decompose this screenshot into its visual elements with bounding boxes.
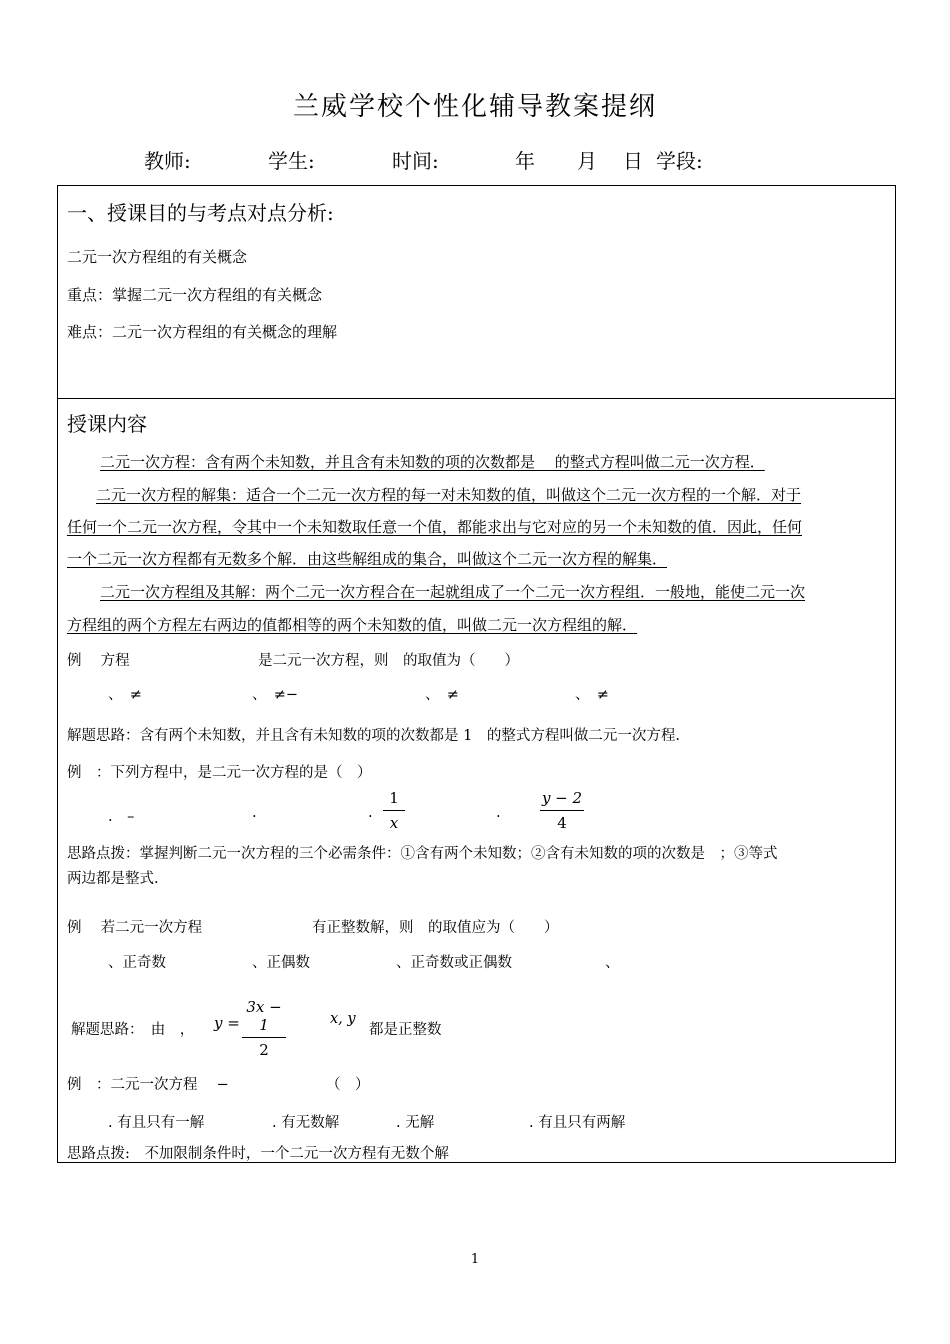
section2-title: 授课内容 [67,412,147,436]
definition-3-line2: 方程组的两个方程左右两边的值都相等的两个未知数的值，叫做二元一次方程组的解． [67,616,638,634]
header-day: 日 [623,149,643,173]
variables-xy: x, y [330,1011,356,1027]
fraction-bar [383,810,405,811]
fraction-denominator: 2 [259,1041,269,1059]
example4-option-b: . 有无数解 [272,1115,340,1131]
header-student: 学生: [268,149,315,173]
example2-question: 例 ：下列方程中，是二元一次方程的是（ ） [67,765,372,781]
example2-option-a: . – [108,809,135,825]
example3-hint-b: 都是正整数 [369,1022,442,1038]
example2-option-b: . [252,805,257,821]
example3-option-4: 、 [605,955,620,971]
section1-line2: 重点：掌握二元一次方程组的有关概念 [67,286,323,304]
example1-option-1: 、 ≠ [108,687,142,703]
example1-option-3: 、 ≠ [425,687,459,703]
definition-3-line1: 二元一次方程组及其解：两个二元一次方程合在一起就组成了一个二元一次方程组．一般地，能使二元一次 [100,583,806,601]
section1-line1: 二元一次方程组的有关概念 [67,248,248,266]
example1-option-4: 、 ≠ [575,687,609,703]
example1-option-2: 、 ≠− [252,687,299,703]
example4-option-a: . 有且只有一解 [108,1115,205,1131]
formula-lhs: y = [214,1014,240,1032]
fraction-3x-minus-1-over-2 [242,998,286,1059]
definition-2-line1: 二元一次方程的解集：适合一个二元一次方程的每一对未知数的值，叫做这个二元一次方程的一个解．对于 [96,486,802,504]
example3-option-1: 、正奇数 [108,955,166,971]
header-stage: 学段: [656,149,703,173]
example1-question-b: 是二元一次方程，则 的取值为（ ） [258,653,519,669]
header-year: 年 [515,149,535,173]
example4-hint: 思路点拨: 不加限制条件时，一个二元一次方程有无数个解 [67,1146,449,1162]
example3-question-a: 例 若二元一次方程 [67,920,203,936]
fraction-bar [242,1037,286,1038]
example2-option-d: . [496,805,501,821]
example3-hint-a: 解题思路： 由 ， [71,1022,195,1038]
fraction-numerator: 1 [389,789,399,807]
page-title: 兰威学校个性化辅导教案提纲 [292,92,657,122]
example1-hint: 解题思路：含有两个未知数，并且含有未知数的项的次数都是 1 的整式方程叫做二元一次方程. [67,728,680,744]
header-time: 时间: [392,149,439,173]
header-teacher: 教师: [144,149,191,173]
example3-question-b: 有正整数解，则 的取值应为（ ） [312,920,559,936]
example2-option-c: . [368,805,373,821]
fraction-y-minus-2-over-4 [540,789,584,832]
page-number: 1 [470,1252,480,1267]
fraction-one-over-x [383,789,405,832]
example4-option-d: . 有且只有两解 [529,1115,626,1131]
section1-title: 一、授课目的与考点对点分析: [67,201,334,225]
fraction-numerator: y − 2 [541,789,583,807]
header-month: 月 [577,149,597,173]
example1-question-a: 例 方程 [67,653,130,669]
example3-option-2: 、正偶数 [252,955,310,971]
fraction-denominator: 4 [557,814,567,832]
example2-hint-line2: 两边都是整式. [67,871,159,887]
example4-option-c: . 无解 [396,1115,435,1131]
example2-hint-line1: 思路点拨：掌握判断二元一次方程的三个必需条件：①含有两个未知数；②含有未知数的项的次数是 ；③等式 [67,846,778,862]
example4-question-b: （ ） [326,1077,370,1093]
fraction-numerator: 3x − 1 [246,998,282,1034]
definition-1: 二元一次方程：含有两个未知数，并且含有未知数的项的次数都是 的整式方程叫做二元一次方程． [100,453,765,471]
example3-option-3: 、正奇数或正偶数 [396,955,512,971]
definition-2-line3: 一个二元一次方程都有无数多个解．由这些解组成的集合，叫做这个二元一次方程的解集． [67,550,668,568]
fraction-bar [540,810,584,811]
example4-question-a: 例 ：二元一次方程 − [67,1077,229,1093]
definition-2-line2: 任何一个二元一次方程，令其中一个未知数取任意一个值，都能求出与它对应的另一个未知数的值．因此，任何 [67,518,803,536]
fraction-denominator: x [389,814,399,832]
section1-line3: 难点：二元一次方程组的有关概念的理解 [67,323,338,341]
